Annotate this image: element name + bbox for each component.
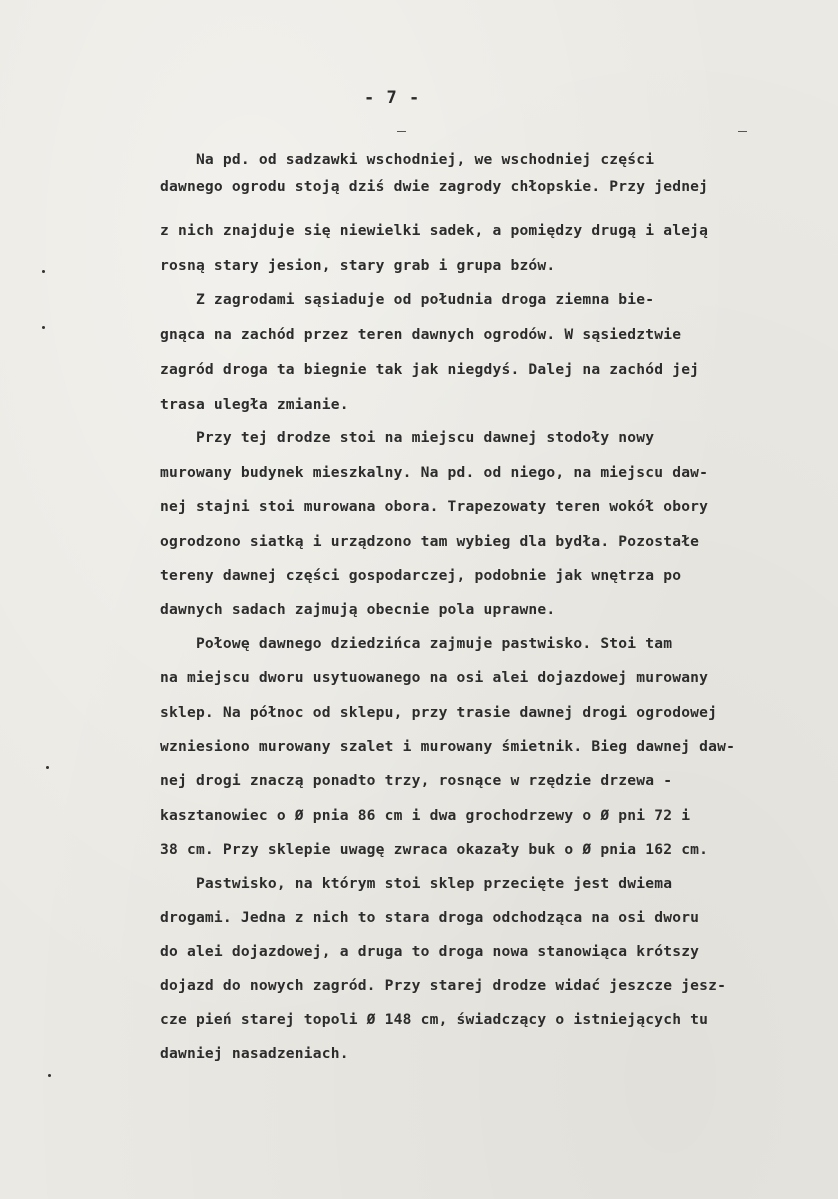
margin-dot	[42, 326, 45, 329]
text-line: dawnych sadach zajmują obecnie pola uprawne.	[160, 601, 556, 618]
text-line: dojazd do nowych zagród. Przy starej drodze widać jeszcze jesz-	[160, 977, 727, 994]
margin-dot	[46, 766, 49, 769]
text-line: sklep. Na północ od sklepu, przy trasie dawnej drogi ogrodowej	[160, 704, 718, 721]
text-line: Połowę dawnego dziedzińca zajmuje pastwisko. Stoi tam	[160, 635, 673, 652]
page-number: - 7 -	[364, 88, 421, 108]
text-line: wzniesiono murowany szalet i murowany śmietnik. Bieg dawnej daw-	[160, 738, 736, 755]
text-line: tereny dawnej części gospodarczej, podobnie jak wnętrza po	[160, 567, 682, 584]
text-line: z nich znajduje się niewielki sadek, a pomiędzy drugą i aleją	[160, 222, 709, 239]
margin-dot	[48, 1074, 51, 1077]
text-line: nej stajni stoi murowana obora. Trapezowaty teren wokół obory	[160, 498, 709, 515]
text-line: gnąca na zachód przez teren dawnych ogrodów. W sąsiedztwie	[160, 326, 682, 343]
text-line: kasztanowiec o Ø pnia 86 cm i dwa grochodrzewy o Ø pni 72 i	[160, 807, 691, 824]
margin-tick-left	[397, 131, 406, 132]
text-line: na miejscu dworu usytuowanego na osi alei dojazdowej murowany	[160, 669, 709, 686]
text-line: rosną stary jesion, stary grab i grupa bzów.	[160, 257, 556, 274]
text-line: drogami. Jedna z nich to stara droga odchodząca na osi dworu	[160, 909, 700, 926]
text-line: 38 cm. Przy sklepie uwagę zwraca okazały buk o Ø pnia 162 cm.	[160, 841, 709, 858]
text-line: ogrodzono siatką i urządzono tam wybieg dla bydła. Pozostałe	[160, 533, 700, 550]
text-line: dawniej nasadzeniach.	[160, 1045, 349, 1062]
margin-dot	[42, 270, 45, 273]
text-line: Pastwisko, na którym stoi sklep przecięte jest dwiema	[160, 875, 673, 892]
text-line: nej drogi znaczą ponadto trzy, rosnące w rzędzie drzewa -	[160, 772, 673, 789]
text-line: Przy tej drodze stoi na miejscu dawnej stodoły nowy	[160, 429, 655, 446]
text-line: do alei dojazdowej, a druga to droga nowa stanowiąca krótszy	[160, 943, 700, 960]
text-line: Na pd. od sadzawki wschodniej, we wschodniej części	[160, 151, 655, 168]
margin-tick-right	[738, 131, 747, 132]
text-line: trasa uległa zmianie.	[160, 396, 349, 413]
text-line: Z zagrodami sąsiaduje od południa droga ziemna bie-	[160, 291, 655, 308]
text-line: dawnego ogrodu stoją dziś dwie zagrody chłopskie. Przy jednej	[160, 178, 709, 195]
text-line: cze pień starej topoli Ø 148 cm, świadczący o istniejących tu	[160, 1011, 709, 1028]
text-line: zagród droga ta biegnie tak jak niegdyś. Dalej na zachód jej	[160, 361, 700, 378]
text-line: murowany budynek mieszkalny. Na pd. od niego, na miejscu daw-	[160, 464, 709, 481]
